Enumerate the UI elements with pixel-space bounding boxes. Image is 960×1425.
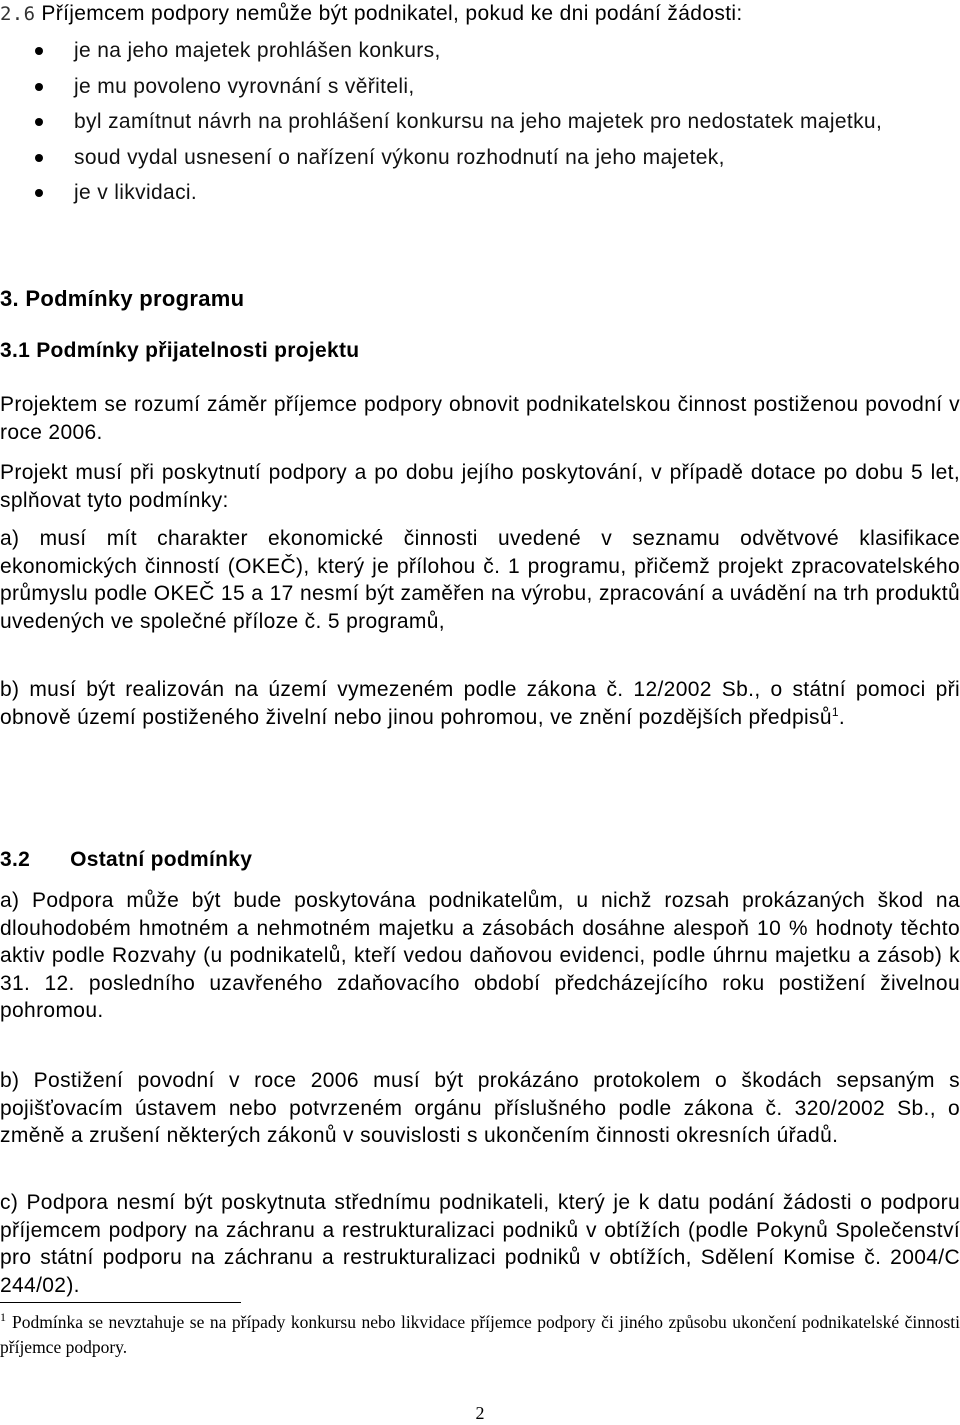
- section-3-heading: 3. Podmínky programu: [0, 286, 245, 311]
- condition-b-end: .: [838, 705, 846, 729]
- section-number: 2.6: [0, 3, 36, 25]
- footnote-divider: [0, 1302, 241, 1303]
- list-item: je v likvidaci.: [0, 179, 960, 207]
- list-item: je na jeho majetek prohlášen konkurs,: [0, 37, 960, 65]
- condition-b: [0, 676, 960, 731]
- section-3-2-heading: [0, 848, 252, 872]
- footnote-text: Podmínka se nevztahuje se na případy konkursu nebo likvidace příjemce podpory či jiného způsobu ukončení podnikatelské činnosti příjemce podpory.: [0, 1312, 960, 1357]
- paragraph-project-definition: Projektem se rozumí záměr příjemce podpory obnovit podnikatelskou činnost postiženou povodní v roce 2006.: [0, 393, 960, 444]
- condition-a: a) musí mít charakter ekonomické činnosti uvedené v seznamu odvětvové klasifikace ekonomických činností (OKEČ), který je přílohou č. 1 programu, přičemž projekt zpracovatelského průmyslu podle OKEČ 15 a 17 nesmí být zaměřen na výrobu, zpracování a uvádění na trh produktů uvedených ve společné příloze č. 5 programů,: [0, 527, 960, 633]
- section-3-1-heading: 3.1 Podmínky přijatelnosti projektu: [0, 339, 360, 362]
- other-condition-c: c) Podpora nesmí být poskytnuta střednímu podnikateli, který je k datu podání žádosti o podporu příjemcem podpory na záchranu a restrukturalizaci podniků v obtížích (podle Pokynů Společenství pro státní podporu na záchranu a restrukturalizaci podniků v obtížích, Sdělení Komise č. 2004/C 244/02).: [0, 1191, 960, 1297]
- section-2-6-intro: [0, 0, 960, 29]
- condition-b-text: b) musí být realizován na území vymezeném podle zákona č. 12/2002 Sb., o státní pomoci při obnově území postiženého živelní nebo jinou pohromou, ve znění pozdějších předpisů: [0, 678, 960, 729]
- conditions-bullet-list: [0, 37, 960, 215]
- paragraph-project-requirements: Projekt musí při poskytnutí podpory a po dobu jejího poskytování, v případě dotace po dobu 5 let, splňovat tyto podmínky:: [0, 461, 960, 512]
- other-condition-a: a) Podpora může být bude poskytována podnikatelům, u nichž rozsah prokázaných škod na dlouhodobém hmotném a nehmotném majetku a zásobách dosáhne alespoň 10 % hodnoty těchto aktiv podle Rozvahy (u podnikatelů, kteří vedou daňovou evidenci, podle úhrnu majetku a zásob) k 31. 12. posledního uzavřeného zdaňovacího období předcházejícího roku postižení živelnou pohromou.: [0, 889, 960, 1022]
- section-number: 3.2: [0, 848, 31, 871]
- intro-text: Příjemcem podpory nemůže být podnikatel, pokud ke dni podání žádosti:: [41, 2, 743, 25]
- footnote-reference: 1: [831, 704, 839, 719]
- footnote: [0, 1310, 960, 1360]
- list-item: byl zamítnut návrh na prohlášení konkursu na jeho majetek pro nedostatek majetku,: [0, 108, 960, 136]
- list-item: soud vydal usnesení o nařízení výkonu rozhodnutí na jeho majetek,: [0, 144, 960, 172]
- footnote-mark: 1: [0, 1310, 6, 1325]
- section-title: Ostatní podmínky: [70, 848, 253, 871]
- other-condition-b: b) Postižení povodní v roce 2006 musí být prokázáno protokolem o škodách sepsaným s pojišťovacím ústavem nebo potvrzeném orgánu příslušného podle zákona č. 320/2002 Sb., o změně a zrušení některých zákonů v souvislosti s ukončením činnosti okresních úřadů.: [0, 1069, 960, 1147]
- page-number: 2: [475, 1403, 485, 1423]
- list-item: je mu povoleno vyrovnání s věřiteli,: [0, 73, 960, 101]
